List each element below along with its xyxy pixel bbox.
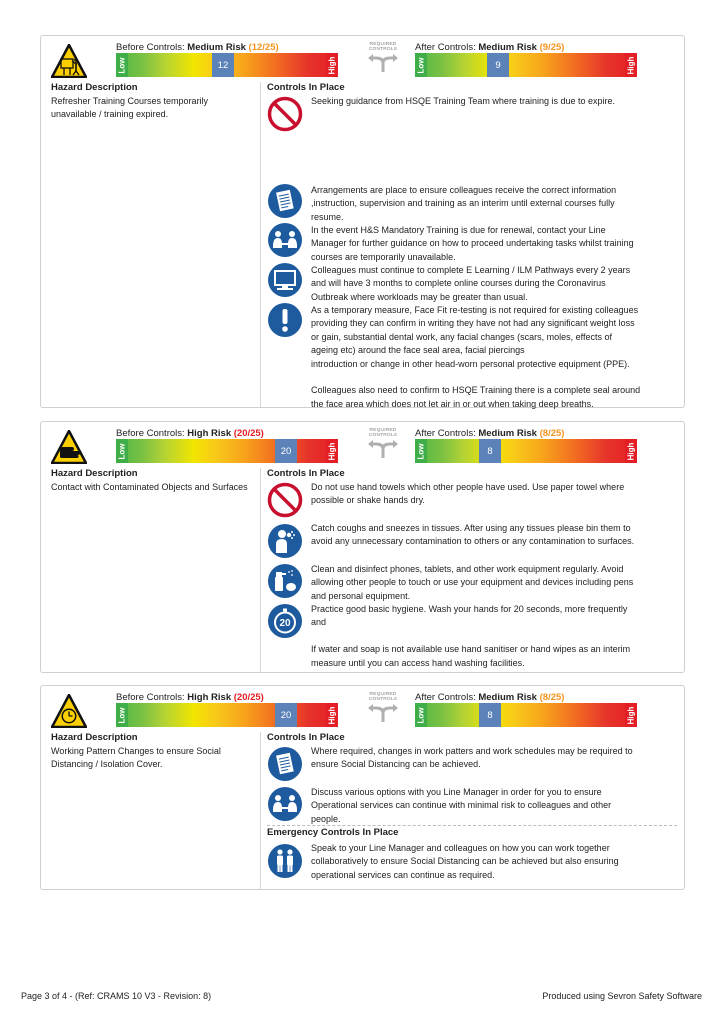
column-divider (260, 732, 261, 889)
bar-low-label: Low (415, 53, 427, 77)
control-text: Speak to your Line Manager and colleagues on how you can work together collaboratively to ensure Social Distancing can be achieved but also ensuring operational services can continue as required. (311, 843, 619, 880)
hazard-body (41, 732, 684, 889)
before-score: (20/25) (233, 692, 264, 703)
risk-card-1 (40, 35, 685, 408)
before-prefix: Before Controls: (116, 428, 188, 439)
bar-high-label: High (625, 439, 637, 463)
control-text: Arrangements are place to ensure colleagues receive the correct information ,instruction, supervision and training as an interim until external courses fully resume. (311, 185, 617, 222)
cough-icon (267, 523, 303, 559)
controls-label: CONTROLS (368, 697, 398, 702)
before-level: Medium Risk (187, 42, 246, 53)
control-text: Practice good basic hygiene. Wash your hands for 20 seconds, more frequently and If water and soap is not available use hand sanitiser or hand wipes as an interim measure until you can access hand washing facilities. (311, 604, 631, 668)
split-arrow-icon (366, 53, 400, 73)
after-prefix: After Controls: (415, 42, 479, 53)
bar-low-label: Low (415, 703, 427, 727)
risk-header (41, 36, 684, 82)
footer-produced-by: Produced using Sevron Safety Software (542, 991, 702, 1001)
before-score: (20/25) (233, 428, 264, 439)
no-entry-icon (267, 482, 303, 518)
after-risk-bar (415, 53, 637, 77)
computer-icon (267, 262, 303, 298)
controls-column (267, 468, 682, 668)
risk-marker: 20 (275, 439, 297, 463)
meeting-icon (267, 222, 303, 258)
control-text: Clean and disinfect phones, tablets, and other work equipment regularly. Avoid allowing other people to touch or use your equipment and devices including pens and personal equipment. (311, 564, 634, 601)
spray-clean-icon (267, 563, 303, 599)
hazard-body (41, 82, 684, 407)
before-risk-bar (116, 53, 338, 77)
before-prefix: Before Controls: (116, 42, 188, 53)
risk-marker: 12 (212, 53, 234, 77)
hazard-column (51, 732, 251, 771)
after-prefix: After Controls: (415, 428, 479, 439)
risk-card-2 (40, 421, 685, 673)
before-risk-bar (116, 703, 338, 727)
split-arrow-icon (366, 703, 400, 723)
no-entry-icon (267, 96, 303, 132)
column-divider (260, 82, 261, 407)
before-prefix: Before Controls: (116, 692, 188, 703)
hazard-text: Refresher Training Courses temporarily unavailable / training expired. (51, 96, 209, 119)
risk-header (41, 686, 684, 732)
meeting-icon (267, 786, 303, 822)
hazard-title: Hazard Description (51, 82, 138, 93)
risk-card-3 (40, 685, 685, 890)
hazard-text: Working Pattern Changes to ensure Social Distancing / Isolation Cover. (51, 746, 221, 769)
required-controls-badge (364, 42, 402, 78)
after-controls-label (415, 42, 564, 53)
training-hazard-icon (51, 44, 87, 78)
control-text: Seeking guidance from HSQE Training Team where training is due to expire. (311, 96, 615, 106)
after-prefix: After Controls: (415, 692, 479, 703)
risk-header (41, 422, 684, 468)
bar-high-label: High (625, 53, 637, 77)
hazard-body (41, 468, 684, 672)
control-text: In the event H&S Mandatory Training is due for renewal, contact your Line Manager for further guidance on how to proceed undertaking tasks whilst training courses are temporarily unavailable. (311, 225, 634, 262)
after-score: (8/25) (539, 692, 565, 703)
after-score: (9/25) (539, 42, 565, 53)
controls-title: Controls In Place (267, 82, 345, 93)
before-controls-label (116, 42, 279, 53)
bar-high-label: High (326, 439, 338, 463)
document-icon (267, 746, 303, 782)
before-controls-label (116, 692, 264, 703)
risk-marker: 8 (479, 439, 501, 463)
split-arrow-icon (366, 439, 400, 459)
before-controls-label (116, 428, 264, 439)
controls-column (267, 82, 682, 409)
document-icon (267, 183, 303, 219)
control-text: Discuss various options with you Line Manager in order for you to ensure Operational services can continue with minimal risk to colleagues and other people. (311, 787, 612, 824)
column-divider (260, 468, 261, 672)
footer-page-ref: Page 3 of 4 - (Ref: CRAMS 10 V3 - Revision: 8) (21, 991, 212, 1001)
control-text: Colleagues must continue to complete E Learning / ILM Pathways every 2 years and will have 3 months to complete online courses during the Coronavirus Outbreak where workloads may be greater than usual. (311, 265, 631, 302)
controls-title: Controls In Place (267, 468, 345, 479)
bar-low-label: Low (415, 439, 427, 463)
clock-hazard-icon (51, 694, 87, 728)
svg-text:20: 20 (279, 618, 291, 629)
controls-label: CONTROLS (368, 47, 398, 52)
hand-contact-hazard-icon (51, 430, 87, 464)
controls-label: CONTROLS (368, 433, 398, 438)
after-risk-bar (415, 439, 637, 463)
risk-marker: 20 (275, 703, 297, 727)
control-text: Where required, changes in work patters and work schedules may be required to ensure Social Distancing can be achieved. (311, 746, 633, 770)
risk-marker: 9 (487, 53, 509, 77)
after-level: Medium Risk (478, 42, 537, 53)
bar-high-label: High (326, 703, 338, 727)
required-controls-badge (364, 692, 402, 728)
required-controls-badge (364, 428, 402, 464)
before-level: High Risk (187, 692, 232, 703)
risk-marker: 8 (479, 703, 501, 727)
control-text: As a temporary measure, Face Fit re-testing is not required for existing colleagues providing they can confirm in writing they have not had any significant weight loss or gain, substantial dental work, any facial changes (scars, moles, effects of ageing etc) around the face seal area, facial piercings introduction or change in other head-worn personal protective equipment (PPE). Colleagues also need to confirm to HSQE Training there is a complete seal around the face area which does not let air in or out when taking deep breaths. (311, 305, 641, 409)
controls-title: Controls In Place (267, 732, 345, 743)
hazard-title: Hazard Description (51, 732, 138, 743)
required-label: REQUIRED (369, 42, 397, 47)
timer-20-icon (267, 603, 303, 639)
after-controls-label (415, 692, 564, 703)
dashed-divider (267, 825, 677, 826)
after-risk-bar (415, 703, 637, 727)
control-text: Catch coughs and sneezes in tissues. After using any tissues please bin them to avoid any unnecessary contamination to others or any contamination to surfaces. (311, 523, 635, 547)
after-level: Medium Risk (478, 428, 537, 439)
hazard-text: Contact with Contaminated Objects and Surfaces (51, 482, 248, 492)
hazard-title: Hazard Description (51, 468, 138, 479)
before-level: High Risk (187, 428, 232, 439)
bar-low-label: Low (116, 439, 128, 463)
required-label: REQUIRED (369, 428, 397, 433)
bar-high-label: High (625, 703, 637, 727)
exclamation-icon (267, 302, 303, 338)
before-risk-bar (116, 439, 338, 463)
bar-low-label: Low (116, 703, 128, 727)
required-label: REQUIRED (369, 692, 397, 697)
bar-low-label: Low (116, 53, 128, 77)
hazard-column (51, 468, 251, 494)
emergency-controls-title: Emergency Controls In Place (267, 827, 399, 838)
controls-column (267, 732, 682, 880)
after-score: (8/25) (539, 428, 565, 439)
after-controls-label (415, 428, 564, 439)
two-people-icon (267, 843, 303, 879)
bar-high-label: High (326, 53, 338, 77)
before-score: (12/25) (248, 42, 279, 53)
control-text: Do not use hand towels which other people have used. Use paper towel where possible or shake hands dry. (311, 482, 625, 506)
hazard-column (51, 82, 251, 121)
after-level: Medium Risk (478, 692, 537, 703)
